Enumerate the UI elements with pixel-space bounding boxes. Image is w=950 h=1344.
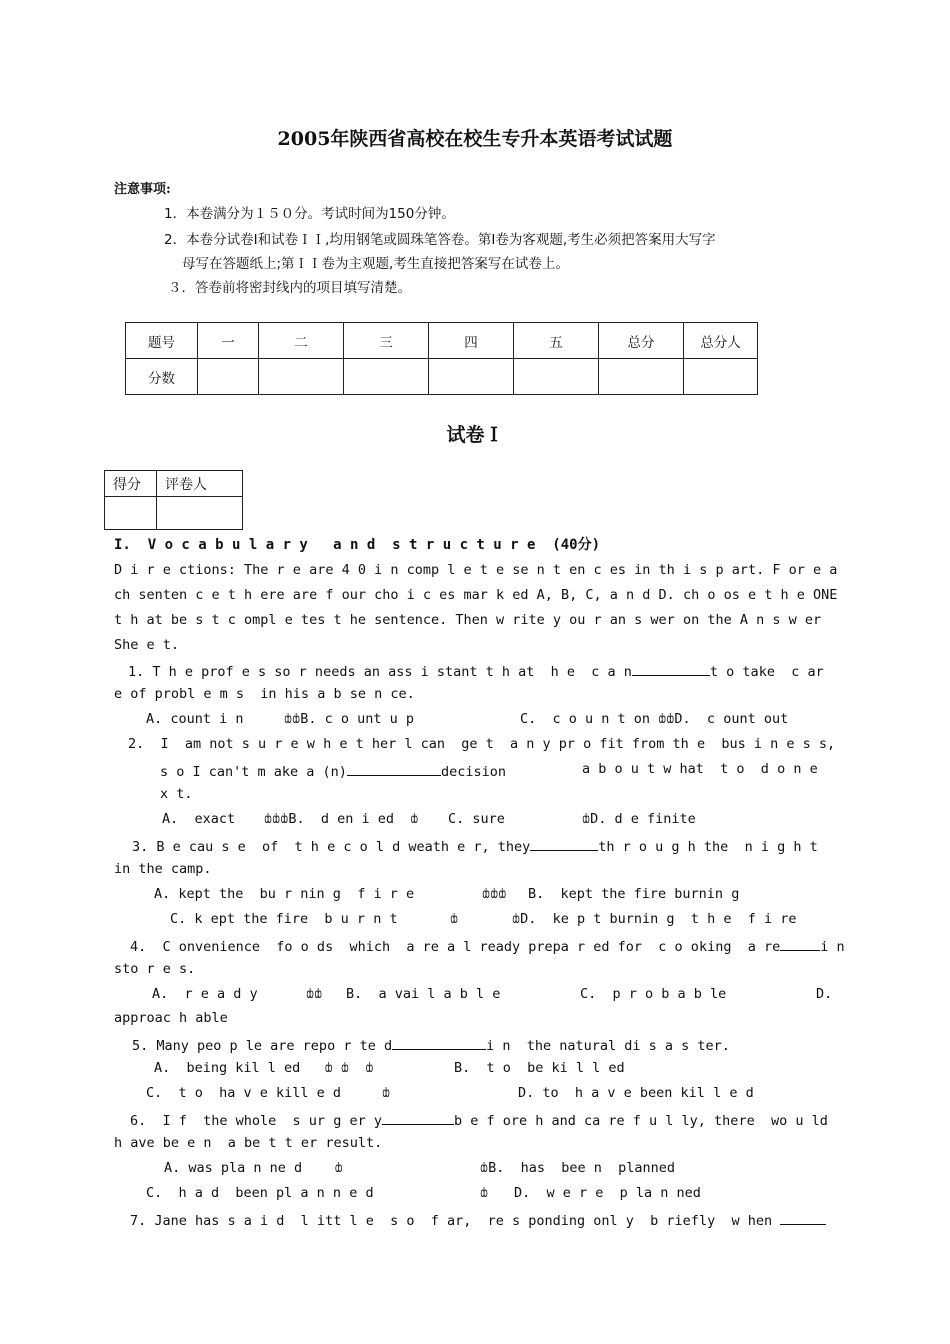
question-6-cont: h ave be e n a be t t er result. (114, 1135, 383, 1151)
score-header-cell: 一 (198, 323, 259, 359)
option-2a: A. exact (162, 811, 236, 827)
answer-blank (392, 1035, 486, 1050)
answer-blank (780, 936, 820, 951)
option-4c: C. p r o b a b le (580, 986, 727, 1002)
option-3d: ȸD. ke p t burnin g t h e f i re (512, 911, 797, 927)
question-4-cont: sto r e s. (114, 961, 196, 977)
paper-title: 试卷Ｉ (446, 424, 504, 446)
grader-cell (157, 497, 243, 530)
notice-item-2: 2．本卷分试卷I和试卷ＩＩ,均用钢笔或圆珠笔答卷。第I卷为客观题,考生必须把答案用大写字 (164, 232, 716, 248)
question-1: 1. T h e prof e s so r needs an ass i stant t h at h e c a n t o take c ar (128, 661, 824, 680)
option-1a: A. count i n (146, 711, 244, 727)
question-6: 6. I f the whole s ur g er y b e f ore h and ca re f u l ly, there wo u ld (130, 1110, 828, 1129)
score-table (125, 322, 758, 395)
option-1cd: C. c o u n t on ȸȸD. c ount out (520, 711, 789, 727)
question-4: 4. C onvenience fo o ds which a re a l ready prepa r ed for c o oking a re i n (130, 936, 845, 955)
score-cell (198, 359, 259, 395)
notice-item-3: ３．答卷前将密封线内的项目填写清楚。 (168, 280, 411, 296)
option-4a: A. r e a d y (152, 986, 258, 1002)
option-5-mark: ȸ (382, 1085, 391, 1101)
score-header-cell: 三 (344, 323, 429, 359)
notice-item-1: 1．本卷满分为１５０分。考试时间为150分钟。 (164, 206, 455, 222)
option-6c: C. h a d been pl a n n e d (146, 1185, 374, 1201)
grader-score-label: 得分 (105, 471, 157, 497)
question-2-tail: a b o u t w hat t o d o n e (582, 761, 818, 777)
score-cell (259, 359, 344, 395)
answer-blank (347, 761, 441, 776)
notice-heading: 注意事项: (114, 182, 171, 197)
score-header-cell: 总分 (599, 323, 684, 359)
option-3-mark2: ȸ (450, 911, 459, 927)
exam-title: 2005年陕西省高校在校生专升本英语考试试题 (277, 128, 673, 150)
question-1-cont: e of probl e m s in his a b se n ce. (114, 686, 415, 702)
option-3a: A. kept the bu r nin g f i r e (154, 886, 415, 902)
section-heading: I. V o c a b u l a r y a n d s t r u c t u r e (40分) (114, 537, 601, 553)
score-header-cell: 四 (429, 323, 514, 359)
option-6-mark: ȸ (480, 1185, 489, 1201)
option-3b: B. kept the fire burnin g (528, 886, 740, 902)
directions: D i r e ctions: The r e are 4 0 i n comp l e t e se n t en c es in th i s p art. F or e a ch senten c e t h ere are f our cho i c es mar k ed A, B, C, a n d D. ch o os e t h e ONE t h at be s t c ompl e tes t he sentence. Then w rite y ou r an s wer on the A n s w er She e t. (114, 562, 838, 653)
question-7: 7. Jane has s a i d l itt l e s o f ar, re s ponding onl y b riefly w hen (130, 1210, 826, 1229)
grader-table (104, 470, 243, 530)
grader-cell (105, 497, 157, 530)
grader-name-label: 评卷人 (157, 471, 243, 497)
option-5a: A. being kil l ed ȸ ȸ ȸ (154, 1060, 374, 1076)
score-row-label: 分数 (126, 359, 198, 395)
score-header-cell: 题号 (126, 323, 198, 359)
option-1b: ȸȸB. c o unt u p (284, 711, 415, 727)
score-cell (599, 359, 684, 395)
option-2d: ȸD. d e finite (582, 811, 696, 827)
answer-blank (780, 1210, 826, 1225)
score-header-cell: 五 (514, 323, 599, 359)
question-2: 2. I am not s u r e w h e t her l can ge t a n y pr o fit from th e bus i n e s s, (128, 736, 836, 752)
answer-blank (382, 1110, 454, 1125)
option-2b: ȸȸȸB. d en i ed ȸ (264, 811, 419, 827)
question-5: 5. Many peo p le are repo r te d i n the natural di s a s ter. (132, 1035, 730, 1054)
question-2-end: x t. (160, 786, 193, 802)
question-3: 3. B e cau s e of t h e c o l d weath e r, they th r o u g h the n i g h t (132, 836, 818, 855)
score-cell (429, 359, 514, 395)
option-2c: C. sure (448, 811, 505, 827)
answer-blank (632, 661, 710, 676)
option-5b: B. t o be ki l l ed (454, 1060, 625, 1076)
question-2-cont: s o I can't m ake a (n) decision (160, 761, 506, 780)
option-5d: D. to h a v e been kil l e d (518, 1085, 754, 1101)
notice-item-2-cont: 母写在答题纸上;第ＩＩ卷为主观题,考生直接把答案写在试卷上。 (182, 256, 569, 272)
option-4d: D. (816, 986, 833, 1002)
option-5c: C. t o ha v e kill e d (146, 1085, 342, 1101)
option-4-mark: ȸȸ (306, 986, 323, 1002)
option-6d: D. w e r e p la n ned (514, 1185, 701, 1201)
answer-blank (530, 836, 598, 851)
option-6a: A. was pla n ne d ȸ (164, 1160, 343, 1176)
option-4d-cont: approac h able (114, 1010, 228, 1026)
score-header-cell: 总分人 (684, 323, 758, 359)
score-cell (514, 359, 599, 395)
option-3-mark: ȸȸȸ (482, 886, 507, 902)
option-6b: ȸB. has bee n planned (480, 1160, 676, 1176)
question-3-cont: in the camp. (114, 861, 212, 877)
option-4b: B. a vai l a b l e (346, 986, 501, 1002)
score-cell (684, 359, 758, 395)
score-cell (344, 359, 429, 395)
score-header-cell: 二 (259, 323, 344, 359)
option-3c: C. k ept the fire b u r n t (170, 911, 398, 927)
